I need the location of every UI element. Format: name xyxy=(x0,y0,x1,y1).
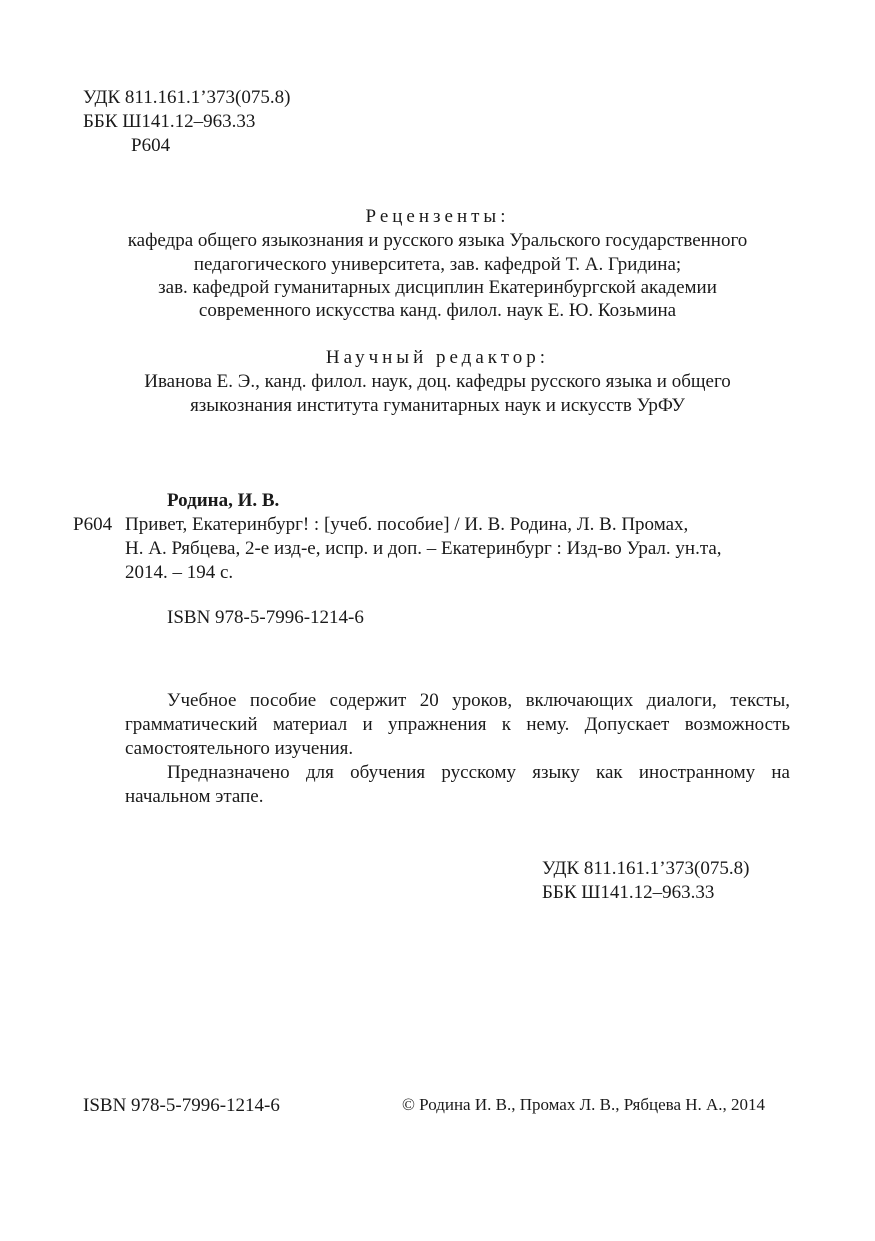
bottom-isbn: ISBN 978-5-7996-1214-6 xyxy=(83,1095,280,1116)
record-isbn: ISBN 978-5-7996-1214-6 xyxy=(167,607,364,628)
footer-bbk-code: ББК Ш141.12–963.33 xyxy=(542,882,715,903)
reviewers-title: Рецензенты: xyxy=(365,206,510,227)
record-line: Привет, Екатеринбург! : [учеб. пособие] / И. В. Родина, Л. В. Промах, xyxy=(125,514,689,535)
record-line: 2014. – 194 с. xyxy=(125,562,234,583)
annotation xyxy=(125,689,790,809)
reviewer-line: педагогического университета, зав. кафедрой Т. А. Гридина; xyxy=(193,254,682,275)
reviewer-line: современного искусства канд. филол. наук Е. Ю. Козьмина xyxy=(198,300,677,321)
reviewer-line: кафедра общего языкознания и русского языка Уральского государственного xyxy=(127,230,748,251)
annotation-paragraph: Предназначено для обучения русскому языку как иностранному на начальном этапе. xyxy=(125,762,790,807)
annotation-paragraph: Учебное пособие содержит 20 уроков, включающих диалоги, тексты, грамматический материал и упражнения к нему. Допускает возможность самостоятельного изучения. xyxy=(125,690,790,759)
udk-code: УДК 811.161.1’373(075.8) xyxy=(83,87,291,108)
record-author: Родина, И. В. xyxy=(167,490,280,511)
footer-udk-code: УДК 811.161.1’373(075.8) xyxy=(542,858,750,879)
bbk-code: ББК Ш141.12–963.33 xyxy=(83,111,256,132)
author-mark: Р604 xyxy=(131,135,171,156)
record-mark: Р604 xyxy=(73,514,113,535)
editor-title: Научный редактор: xyxy=(325,347,550,368)
record-line: Н. А. Рябцева, 2-е изд-е, испр. и доп. – Екатеринбург : Изд-во Урал. ун.та, xyxy=(125,538,722,559)
reviewer-line: зав. кафедрой гуманитарных дисциплин Екатеринбургской академии xyxy=(158,277,717,298)
copyright: © Родина И. В., Промах Л. В., Рябцева Н. А., 2014 xyxy=(402,1095,766,1114)
editor-line: Иванова Е. Э., канд. филол. наук, доц. кафедры русского языка и общего xyxy=(144,371,731,392)
editor-line: языкознания института гуманитарных наук и искусств УрФУ xyxy=(190,395,685,416)
